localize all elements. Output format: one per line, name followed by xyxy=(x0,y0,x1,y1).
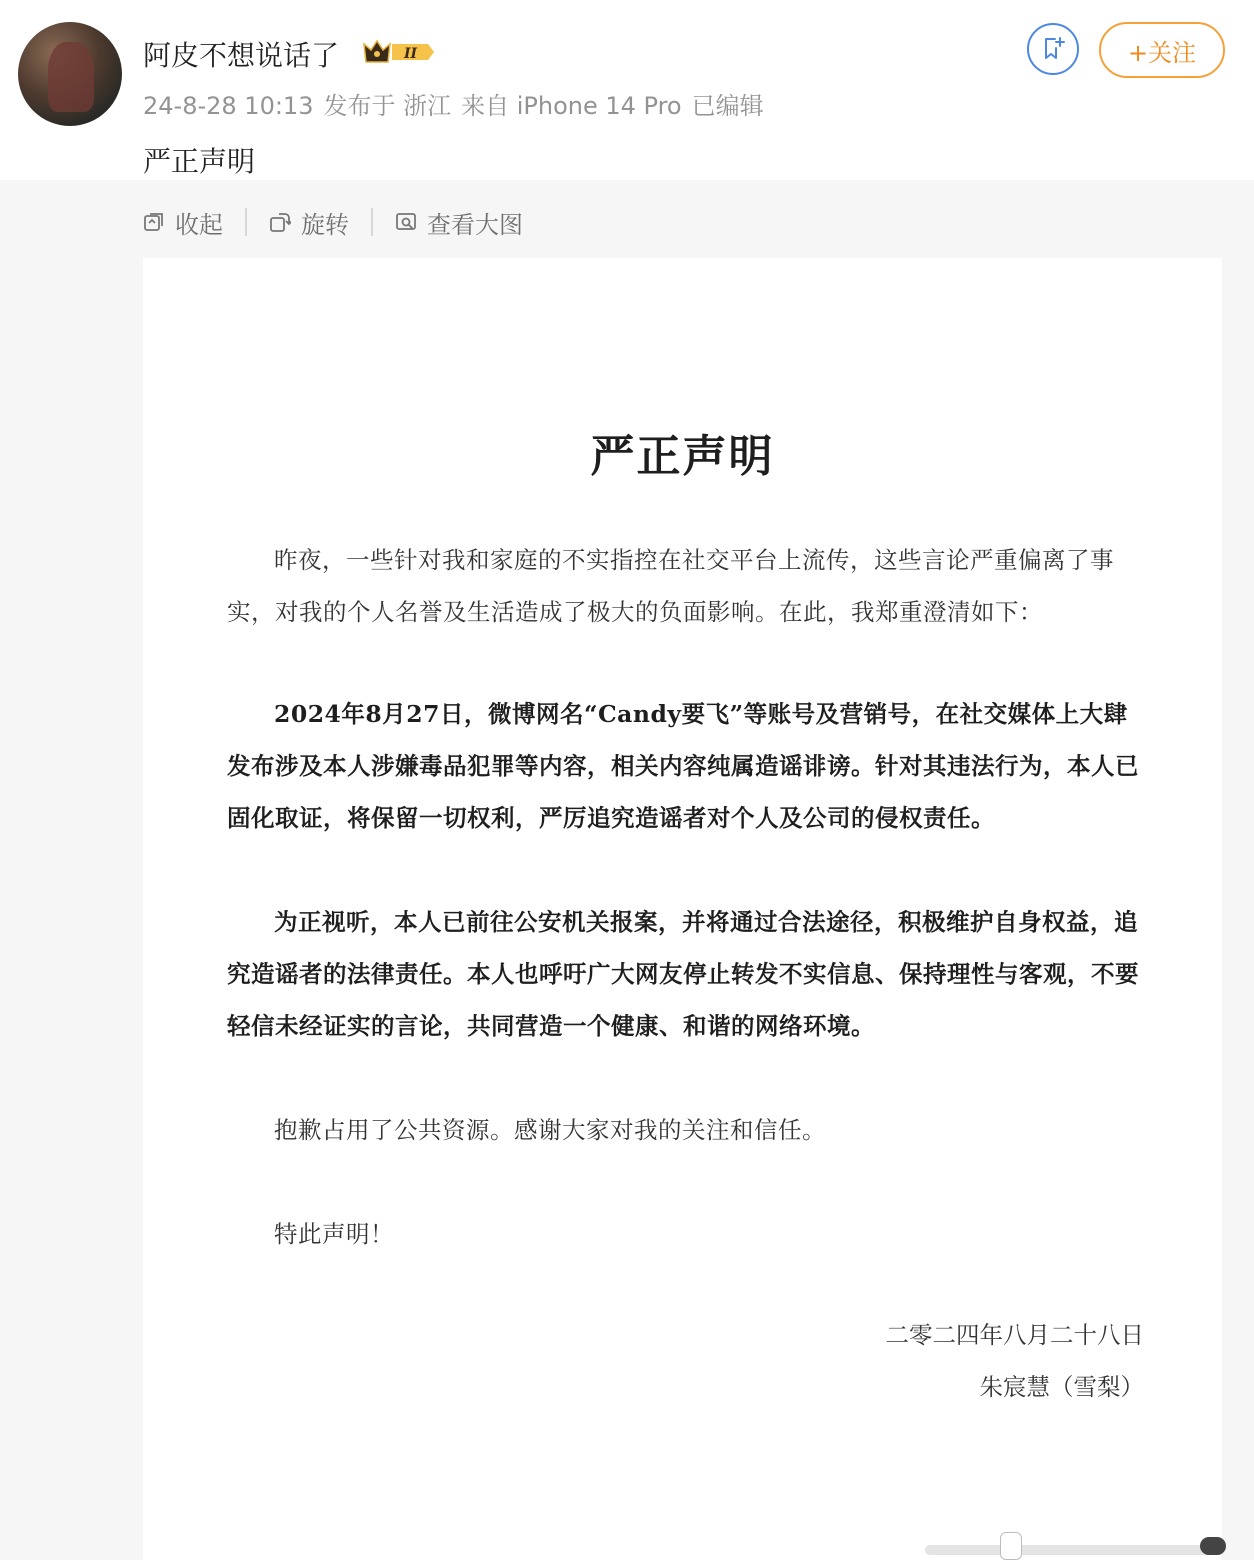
statement-paragraph: 特此声明！ xyxy=(274,1220,394,1248)
statement-date: 二零二四年八月二十八日 xyxy=(885,1321,1144,1349)
statement-image[interactable] xyxy=(143,258,1222,1560)
statement-paragraph: 抱歉占用了公共资源。感谢大家对我的关注和信任。 xyxy=(274,1116,826,1144)
statement-paragraph: 为正视听，本人已前往公安机关报案，并将通过合法途径，积极维护自身权益，追究造谣者的法律责任。本人也呼吁广大网友停止转发不实信息、保持理性与客观，不要轻信未经证实的言论，共同营造一个健康、和谐的网络环境。 xyxy=(227,908,1139,1040)
post-location: 发布于 浙江 xyxy=(323,92,452,120)
scrollbar-thumb[interactable] xyxy=(1000,1532,1022,1560)
username[interactable]: 阿皮不想说话了 xyxy=(143,39,340,72)
toolbar-divider xyxy=(371,208,373,236)
statement-paragraph: 昨夜，一些针对我和家庭的不实指控在社交平台上流传，这些言论严重偏离了事实，对我的个人名誉及生活造成了极大的负面影响。在此，我郑重澄清如下： xyxy=(227,546,1114,626)
post-time: 24-8-28 10:13 xyxy=(143,92,314,120)
collapse-label: 收起 xyxy=(175,210,223,239)
post-edited[interactable]: 已编辑 xyxy=(691,92,764,120)
rotate-icon xyxy=(269,211,291,233)
avatar[interactable] xyxy=(18,22,122,126)
rotate-label: 旋转 xyxy=(301,210,349,239)
bookmark-button[interactable] xyxy=(1027,23,1079,75)
scrollbar-end-cap[interactable] xyxy=(1200,1537,1226,1555)
toolbar-divider xyxy=(245,208,247,236)
rotate-button[interactable] xyxy=(269,205,349,240)
bookmark-plus-icon xyxy=(1040,36,1066,62)
post-header xyxy=(0,0,1254,180)
view-large-image-icon xyxy=(395,211,417,233)
statement-paragraph: 2024年8月27日，微博网名“Candy要飞”等账号及营销号，在社交媒体上大肆发布涉及本人涉嫌毒品犯罪等内容，相关内容纯属造谣诽谤。针对其违法行为，本人已固化取证，将保留一切权利，严厉追究造谣者对个人及公司的侵权责任。 xyxy=(227,700,1139,832)
statement-title: 严正声明 xyxy=(590,431,775,482)
image-toolbar xyxy=(143,205,523,239)
post-device: 来自 iPhone 14 Pro xyxy=(461,92,682,120)
post-text: 严正声明 xyxy=(143,145,256,178)
vip-badge[interactable] xyxy=(362,38,436,66)
vip-level: II xyxy=(404,46,418,62)
follow-button[interactable]: +关注 xyxy=(1099,22,1225,78)
avatar-figure xyxy=(48,42,94,112)
collapse-button[interactable] xyxy=(143,205,223,240)
view-large-button[interactable] xyxy=(395,205,523,240)
post-meta xyxy=(143,86,774,121)
view-large-label: 查看大图 xyxy=(427,210,523,239)
statement-signature: 朱宸慧（雪梨） xyxy=(979,1373,1144,1401)
horizontal-scrollbar[interactable] xyxy=(925,1545,1225,1555)
collapse-icon xyxy=(143,211,165,233)
